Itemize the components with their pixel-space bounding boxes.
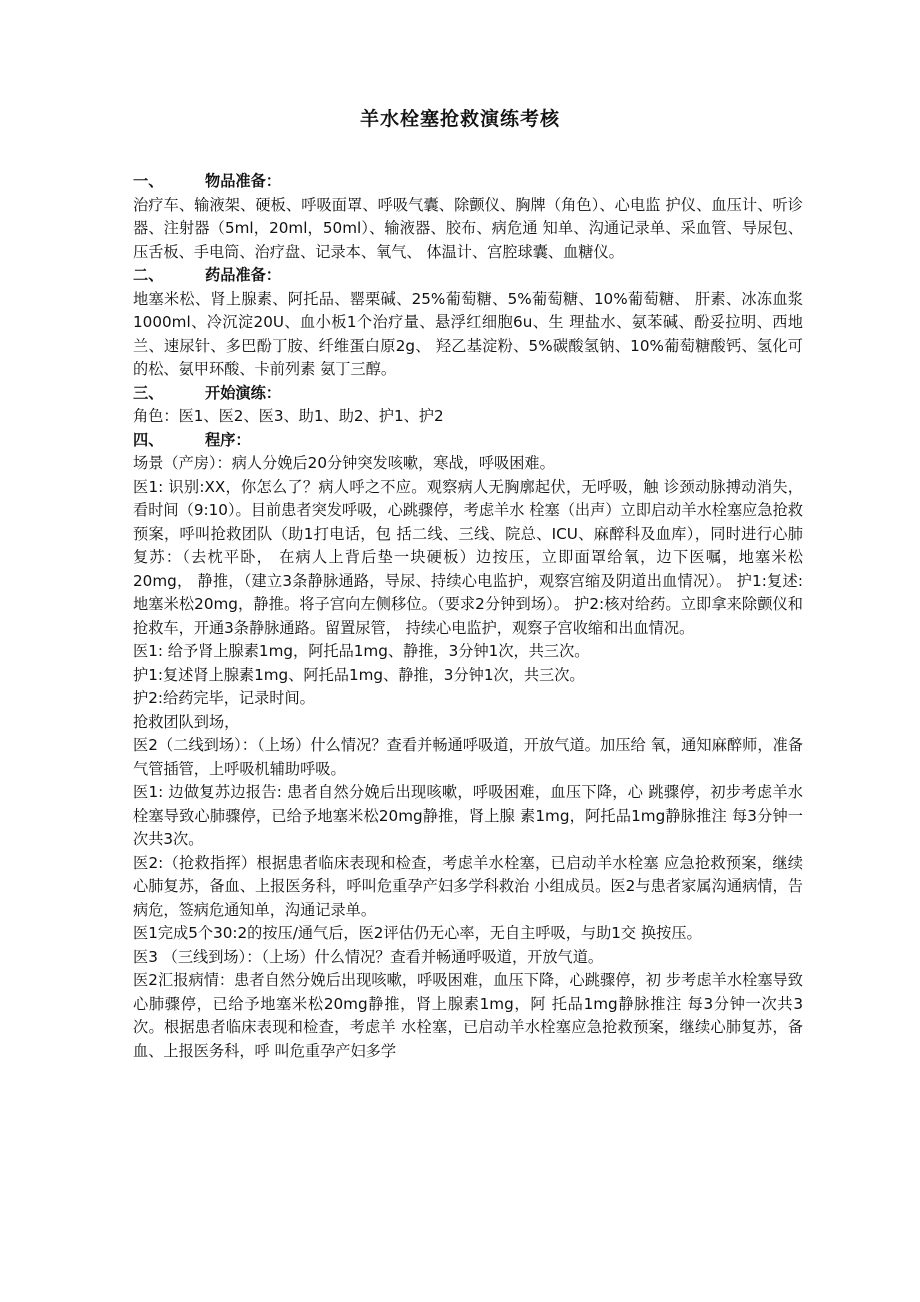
paragraph-roles: 角色：医1、医2、医3、助1、助2、护1、护2 (133, 407, 444, 425)
paragraph-drugs-list: 地塞米松、肾上腺素、阿托品、罂栗碱、25%葡萄糖、5%葡萄糖、10%葡萄糖、 肝素、冰冻血浆1000ml、冷沉淀20U、血小板1个治疗量、悬浮红细胞6u、生 理盐水、氨苯碱、酚妥拉明、西地兰、速尿针、多巴酚丁胺、纤维蛋白原2g、 羟乙基淀粉、5%碳酸氢钠、10%葡萄糖酸钙、氢化可的松、氨甲环酸、卡前列素 氨丁三醇。 (133, 289, 803, 378)
paragraph: 场景（产房）：病人分娩后20分钟突发咳嗽，寒战，呼吸困难。 (133, 454, 555, 472)
paragraph: 医1: 识别:XX，你怎么了？病人呼之不应。观察病人无胸廓起伏，无呼吸，触 诊颈动脉搏动消失，看时间（9:10）。目前患者突发呼吸，心跳骤停，考虑羊水 栓塞（出声）立即启动羊水栓塞应急抢救预案，呼叫抢救团队（助1打电话，包 括二线、三线、院总、ICU、麻醉科及血库），同时进行心肺复苏：（去枕平卧， 在病人上背后垫一块硬板）边按压，立即面罩给氧，边下医嘱，地塞米松20mg， 静推，（建立3条静脉通路，导尿、持续心电监护，观察宫缩及阴道出血情况）。 护1:复述:地塞米松20mg，静推。将子宫向左侧移位。（要求2分钟到场）。 护2:核对给药。立即拿来除颤仪和抢救车，开通3条静脉通路。留置尿管， 持续心电监护，观察子宫收缩和出血情况。 (133, 477, 803, 637)
paragraph: 医1: 给予肾上腺素1mg，阿托品1mg、静推，3分钟1次，共三次。 (133, 642, 590, 660)
paragraph: 医2（二线到场）：（上场）什么情况？查看并畅通呼吸道，开放气道。加压给 氧，通知麻醉师，准备气管插管，上呼吸机辅助呼吸。 (133, 736, 803, 778)
paragraph: 医3 （三线到场）：（上场）什么情况？查看并畅通呼吸道，开放气道。 (133, 947, 604, 966)
section-number: 一、 (133, 172, 164, 190)
section-number: 二、 (133, 266, 164, 284)
section-heading-materials (133, 170, 803, 194)
paragraph: 护1:复述肾上腺素1mg、阿托品1mg、静推，3分钟1次，共三次。 (133, 665, 585, 684)
section-heading-text: 物品准备： (205, 172, 281, 190)
document-title: 羊水栓塞抢救演练考核 (359, 108, 560, 130)
paragraph: 抢救团队到场， (133, 712, 240, 731)
paragraph: 护2:给药完毕，记录时间。 (133, 689, 315, 707)
paragraph-materials-list: 治疗车、输液架、硬板、呼吸面罩、呼吸气囊、除颤仪、胸牌（角色）、心电监 护仪、血压计、听诊器、注射器（5ml，20ml，50ml）、输液器、胶布、病危通 知单、沟通记录单、采血管、导尿包、压舌板、手电筒、治疗盘、记录本、氧气、 体温计、宫腔球囊、血糖仪。 (133, 195, 803, 261)
section-number: 四、 (133, 430, 164, 449)
paragraph: 医2:（抢救指挥）根据患者临床表现和检查，考虑羊水栓塞，已启动羊水栓塞 应急抢救预案，继续心肺复苏，备血、上报医务科，呼叫危重孕产妇多学科救治 小组成员。医2与患者家属沟通病情，告病危，签病危通知单，沟通记录单。 (133, 853, 803, 919)
section-heading-drill-start (133, 382, 803, 406)
section-heading-procedure (133, 429, 803, 453)
section-number: 三、 (133, 383, 164, 402)
section-heading-text: 开始演练： (205, 383, 281, 402)
document-body (133, 170, 803, 1063)
section-heading-text: 程序： (205, 430, 251, 449)
section-heading-drugs (133, 264, 803, 288)
paragraph: 医1: 边做复苏边报告: 患者自然分娩后出现咳嗽，呼吸困难，血压下降，心 跳骤停，初步考虑羊水栓塞导致心肺骤停，已给予地塞米松20mg静推，肾上腺 素1mg，阿托品1mg静脉推注 每3分钟一次共3次。 (133, 783, 803, 848)
paragraph: 医2汇报病情：患者自然分娩后出现咳嗽，呼吸困难，血压下降，心跳骤停，初 步考虑羊水栓塞导致心肺骤停，已给予地塞米松20mg静推，肾上腺素1mg，阿 托品1mg静脉推注 每3分钟一次共3次。根据患者临床表现和检查，考虑羊 水栓塞，已启动羊水栓塞应急抢救预案，继续心肺复苏，备血、上报医务科，呼 叫危重孕产妇多学 (133, 971, 803, 1060)
section-heading-text: 药品准备： (205, 266, 281, 284)
paragraph: 医1完成5个30:2的按压/通气后，医2评估仍无心率，无自主呼吸，与助1交 换按压。 (133, 924, 702, 942)
